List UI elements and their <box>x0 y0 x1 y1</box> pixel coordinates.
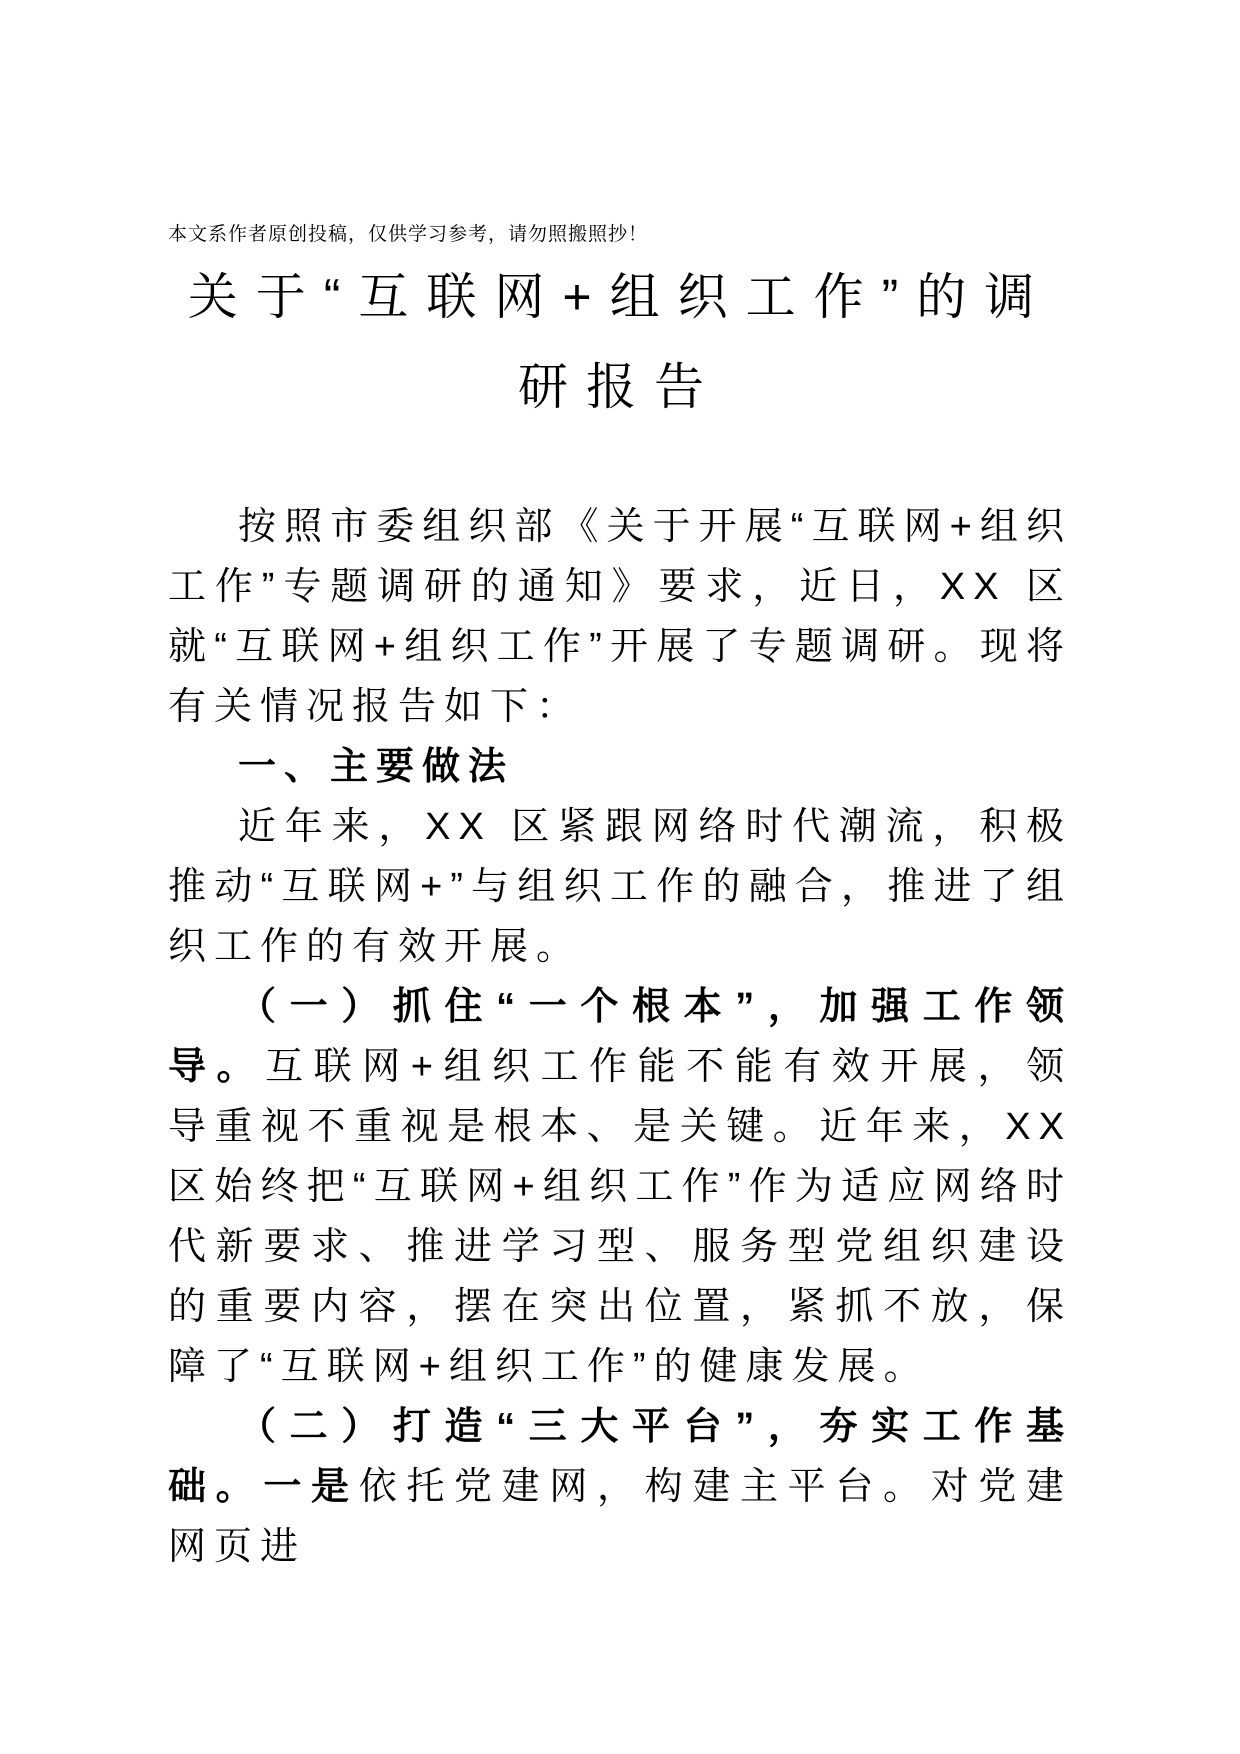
disclaimer-text: 本文系作者原创投稿，仅供学习参考，请勿照搬照抄！ <box>168 224 649 245</box>
intro-paragraph <box>168 497 1072 737</box>
title-line-1: 关于“互联网+组织工作”的调 <box>187 269 1053 325</box>
title-line-2: 研报告 <box>518 359 722 415</box>
item-2-sub-lead: 一是 <box>263 1466 359 1508</box>
section-1-heading-text: 一、主要做法 <box>238 746 515 788</box>
item-2-lead: （二）打造“三大平台”，夯实工作基础。 <box>168 1406 1072 1508</box>
item-2-paragraph <box>168 1397 1072 1577</box>
document-title <box>168 252 1072 432</box>
section-1-heading <box>168 737 1072 797</box>
intro-paragraph-text: 按照市委组织部《关于开展“互联网+组织工作”专题调研的通知》要求，近日，XX 区就“互联网+组织工作”开展了专题调研。现将有关情况报告如下： <box>168 506 1072 728</box>
section-1-intro-text: 近年来，XX 区紧跟网络时代潮流，积极推动“互联网+”与组织工作的融合，推进了组织工作的有效开展。 <box>168 806 1072 968</box>
item-2-text: 依托党建网，构建主平台。对党建网页进 <box>168 1466 1072 1568</box>
item-1-text: 互联网+组织工作能不能有效开展，领导重视不重视是根本、是关键。近年来，XX 区始终把“互联网+组织工作”作为适应网络时代新要求、推进学习型、服务型党组织建设的重要内容，摆在突出位置，紧抓不放，保障了“互联网+组织工作”的健康发展。 <box>168 1046 1072 1388</box>
section-1-intro-paragraph <box>168 797 1072 977</box>
document-body <box>168 497 1072 1577</box>
item-1-lead: （一）抓住“一个根本”，加强工作领导。 <box>168 986 1072 1088</box>
document-content <box>168 0 1072 1577</box>
item-1-paragraph <box>168 977 1072 1397</box>
